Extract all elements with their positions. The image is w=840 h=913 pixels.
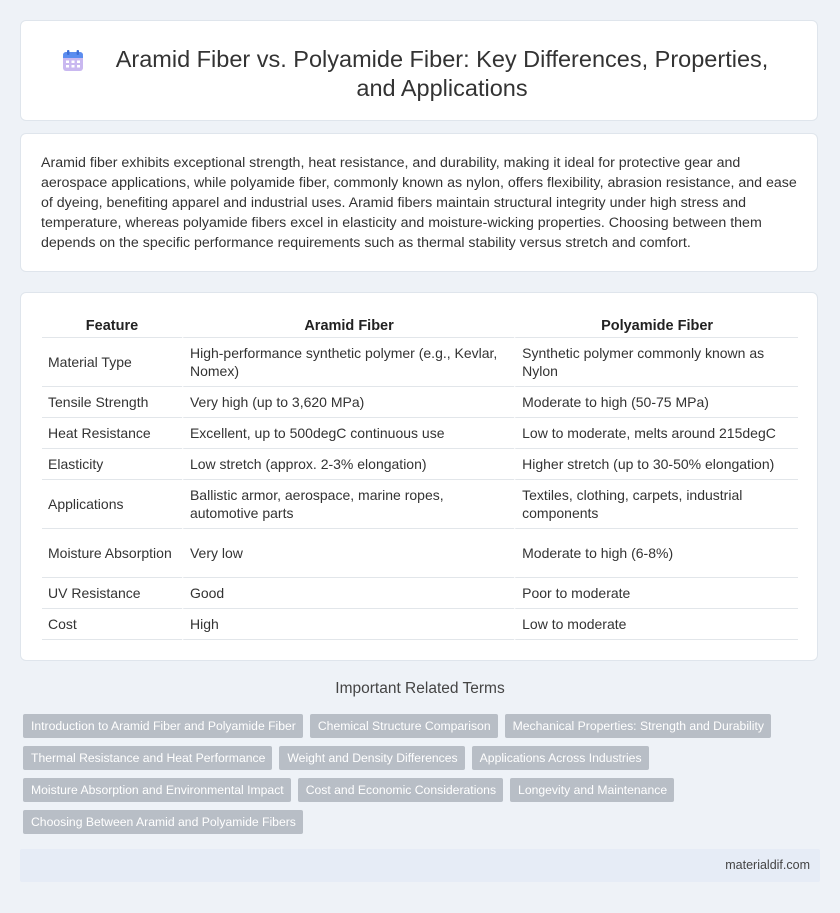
- header-aramid: Aramid Fiber: [182, 313, 514, 338]
- related-term-tag[interactable]: Thermal Resistance and Heat Performance: [23, 746, 272, 770]
- related-term-tag[interactable]: Longevity and Maintenance: [510, 778, 674, 802]
- related-terms-heading: Important Related Terms: [335, 680, 505, 697]
- feature-cell: Elasticity: [42, 449, 182, 480]
- related-term-tag[interactable]: Applications Across Industries: [472, 746, 649, 770]
- table-row: [42, 387, 798, 418]
- aramid-cell: Ballistic armor, aerospace, marine ropes, automotive parts: [182, 480, 514, 529]
- table-row: [42, 529, 798, 578]
- polyamide-cell: Low to moderate, melts around 215degC: [514, 418, 798, 449]
- feature-cell: Cost: [42, 609, 182, 640]
- table-row: [42, 578, 798, 609]
- comparison-table: [42, 313, 798, 640]
- aramid-cell: Low stretch (approx. 2-3% elongation): [182, 449, 514, 480]
- related-term-tag[interactable]: Choosing Between Aramid and Polyamide Fibers: [23, 810, 303, 834]
- polyamide-cell: Poor to moderate: [514, 578, 798, 609]
- comparison-card: [20, 292, 818, 661]
- header-polyamide: Polyamide Fiber: [514, 313, 798, 338]
- related-term-tag[interactable]: Introduction to Aramid Fiber and Polyamide Fiber: [23, 714, 303, 738]
- title-card: [20, 20, 818, 121]
- polyamide-cell: Moderate to high (50-75 MPa): [514, 387, 798, 418]
- table-row: [42, 609, 798, 640]
- polyamide-cell: Low to moderate: [514, 609, 798, 640]
- feature-cell: Tensile Strength: [42, 387, 182, 418]
- feature-cell: Heat Resistance: [42, 418, 182, 449]
- related-term-tag[interactable]: Cost and Economic Considerations: [298, 778, 503, 802]
- feature-cell: Applications: [42, 480, 182, 529]
- table-row: [42, 418, 798, 449]
- feature-cell: Material Type: [42, 338, 182, 387]
- aramid-cell: Very high (up to 3,620 MPa): [182, 387, 514, 418]
- table-row: [42, 449, 798, 480]
- aramid-cell: Good: [182, 578, 514, 609]
- page-title: Aramid Fiber vs. Polyamide Fiber: Key Differences, Properties, and Applications: [115, 46, 769, 101]
- table-row: [42, 338, 798, 387]
- related-term-tag[interactable]: Mechanical Properties: Strength and Durability: [505, 714, 771, 738]
- calendar-icon: [61, 49, 85, 73]
- polyamide-cell: Synthetic polymer commonly known as Nylon: [514, 338, 798, 387]
- aramid-cell: High: [182, 609, 514, 640]
- table-row: [42, 480, 798, 529]
- aramid-cell: Very low: [182, 529, 514, 578]
- polyamide-cell: Moderate to high (6-8%): [514, 529, 798, 578]
- related-term-tag[interactable]: Weight and Density Differences: [279, 746, 464, 770]
- related-term-tag[interactable]: Moisture Absorption and Environmental Impact: [23, 778, 291, 802]
- aramid-cell: Excellent, up to 500degC continuous use: [182, 418, 514, 449]
- polyamide-cell: Higher stretch (up to 30-50% elongation): [514, 449, 798, 480]
- feature-cell: UV Resistance: [42, 578, 182, 609]
- intro-paragraph: Aramid fiber exhibits exceptional strength, heat resistance, and durability, making it ideal for protective gear and aerospace applications, while polyamide fiber, commonly known as nylon, offers flexibility, abrasion resistance, and ease of dyeing, benefiting apparel and industrial uses. Aramid fibers maintain structural integrity under high stress and temperature, whereas polyamide fibers excel in elasticity and moisture-wicking properties. Choosing between them depends on the specific performance requirements such as thermal stability versus stretch and comfort.: [41, 155, 797, 251]
- header-feature: Feature: [42, 313, 182, 338]
- site-name[interactable]: materialdif.com: [725, 858, 810, 872]
- footer-bar: [20, 849, 820, 882]
- related-terms-list: [23, 714, 783, 842]
- polyamide-cell: Textiles, clothing, carpets, industrial components: [514, 480, 798, 529]
- related-term-tag[interactable]: Chemical Structure Comparison: [310, 714, 498, 738]
- table-header-row: [42, 313, 798, 338]
- feature-cell: Moisture Absorption: [42, 529, 182, 578]
- aramid-cell: High-performance synthetic polymer (e.g., Kevlar, Nomex): [182, 338, 514, 387]
- intro-card: [20, 133, 818, 272]
